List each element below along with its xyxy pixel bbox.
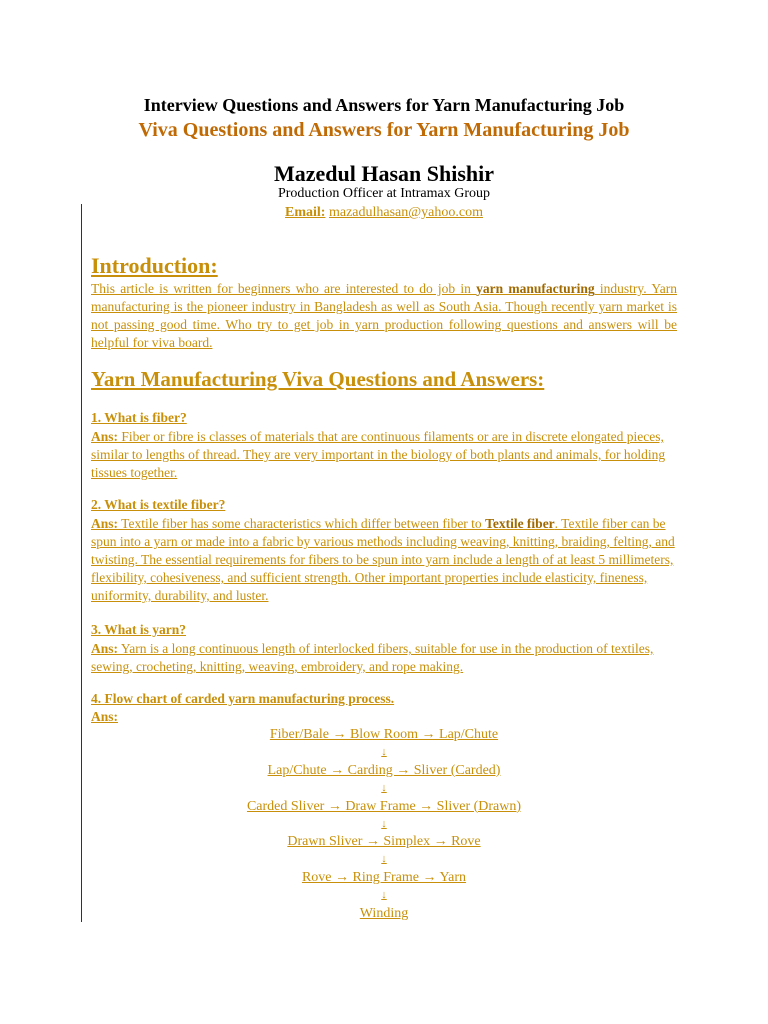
- flow-step: Carded Sliver → Draw Frame → Sliver (Drawn): [246, 798, 522, 814]
- answer-2-label: Ans:: [91, 516, 119, 531]
- email-link[interactable]: mazadulhasan@yahoo.com: [328, 205, 483, 220]
- author-name: Mazedul Hasan Shishir: [273, 161, 495, 186]
- flow-step: Fiber/Bale → Blow Room → Lap/Chute: [269, 727, 499, 742]
- intro-text-before: This article is written for beginners who are interested to do job in: [91, 281, 477, 296]
- section-heading: Yarn Manufacturing Viva Questions and Answers:: [91, 367, 545, 391]
- flow-step: Drawn Sliver → Simplex → Rove: [287, 834, 481, 850]
- answer-1-label: Ans:: [91, 429, 119, 444]
- intro-paragraph: [91, 280, 677, 352]
- flow-step: Winding: [359, 906, 409, 922]
- author-email: [0, 205, 768, 221]
- email-label: Email:: [285, 205, 326, 220]
- down-arrow-icon: ↓: [381, 817, 387, 830]
- question-1: 1. What is fiber?: [91, 410, 187, 425]
- answer-2-text-after: . Textile fiber can be spun into a yarn or made into a fabric by various methods including weaving, knitting, braiding, felting, and twisting. The essential requirements for fibers to be spun into yarn include a length of at least 5 millimeters, flexibility, cohesiveness, and sufficient strength. Other important properties include elasticity, fineness, uniformity, durability, and luster.: [91, 516, 675, 603]
- answer-2: [91, 515, 677, 605]
- answer-3-label: Ans:: [91, 641, 119, 656]
- flow-step: Lap/Chute → Carding → Sliver (Carded): [267, 762, 501, 778]
- question-3: 3. What is yarn?: [91, 622, 187, 637]
- down-arrow-icon: ↓: [381, 889, 387, 902]
- answer-2-bold-link[interactable]: Textile fiber: [485, 516, 555, 531]
- question-4: 4. Flow chart of carded yarn manufacturing process.: [91, 691, 395, 706]
- answer-1-text: Fiber or fibre is classes of materials that are continuous filaments or are in discrete elongated pieces, similar to lengths of thread. They are very important in the biology of both plants and animals, for holding tissues together.: [91, 429, 666, 480]
- margin-rule: [81, 204, 82, 922]
- intro-heading: Introduction:: [91, 253, 218, 278]
- question-2: 2. What is textile fiber?: [91, 497, 226, 512]
- down-arrow-icon: ↓: [381, 853, 387, 866]
- flow-chart: [91, 726, 677, 923]
- answer-2-text-before: Textile fiber has some characteristics which differ between fiber to: [118, 516, 486, 531]
- answer-3: [91, 640, 677, 676]
- author-position: Production Officer at Intramax Group: [277, 186, 490, 201]
- document-title: Interview Questions and Answers for Yarn Manufacturing Job: [143, 95, 625, 115]
- down-arrow-icon: ↓: [381, 781, 387, 794]
- answer-4-label: Ans:: [91, 709, 119, 724]
- down-arrow-icon: ↓: [381, 745, 387, 758]
- document-subtitle: Viva Questions and Answers for Yarn Manufacturing Job: [138, 119, 630, 141]
- intro-text-after: industry. Yarn manufacturing is the pioneer industry in Bangladesh as well as South Asia. Though recently yarn market is not passing good time. Who try to get job in yarn production following questions and answers will be helpful for viva board.: [91, 281, 677, 350]
- answer-3-text: Yarn is a long continuous length of interlocked fibers, suitable for use in the production of textiles, sewing, crocheting, knitting, weaving, embroidery, and rope making.: [91, 641, 654, 674]
- intro-bold-link[interactable]: yarn manufacturing: [476, 281, 595, 296]
- answer-1: [91, 428, 677, 482]
- flow-step: Rove → Ring Frame → Yarn: [301, 870, 467, 886]
